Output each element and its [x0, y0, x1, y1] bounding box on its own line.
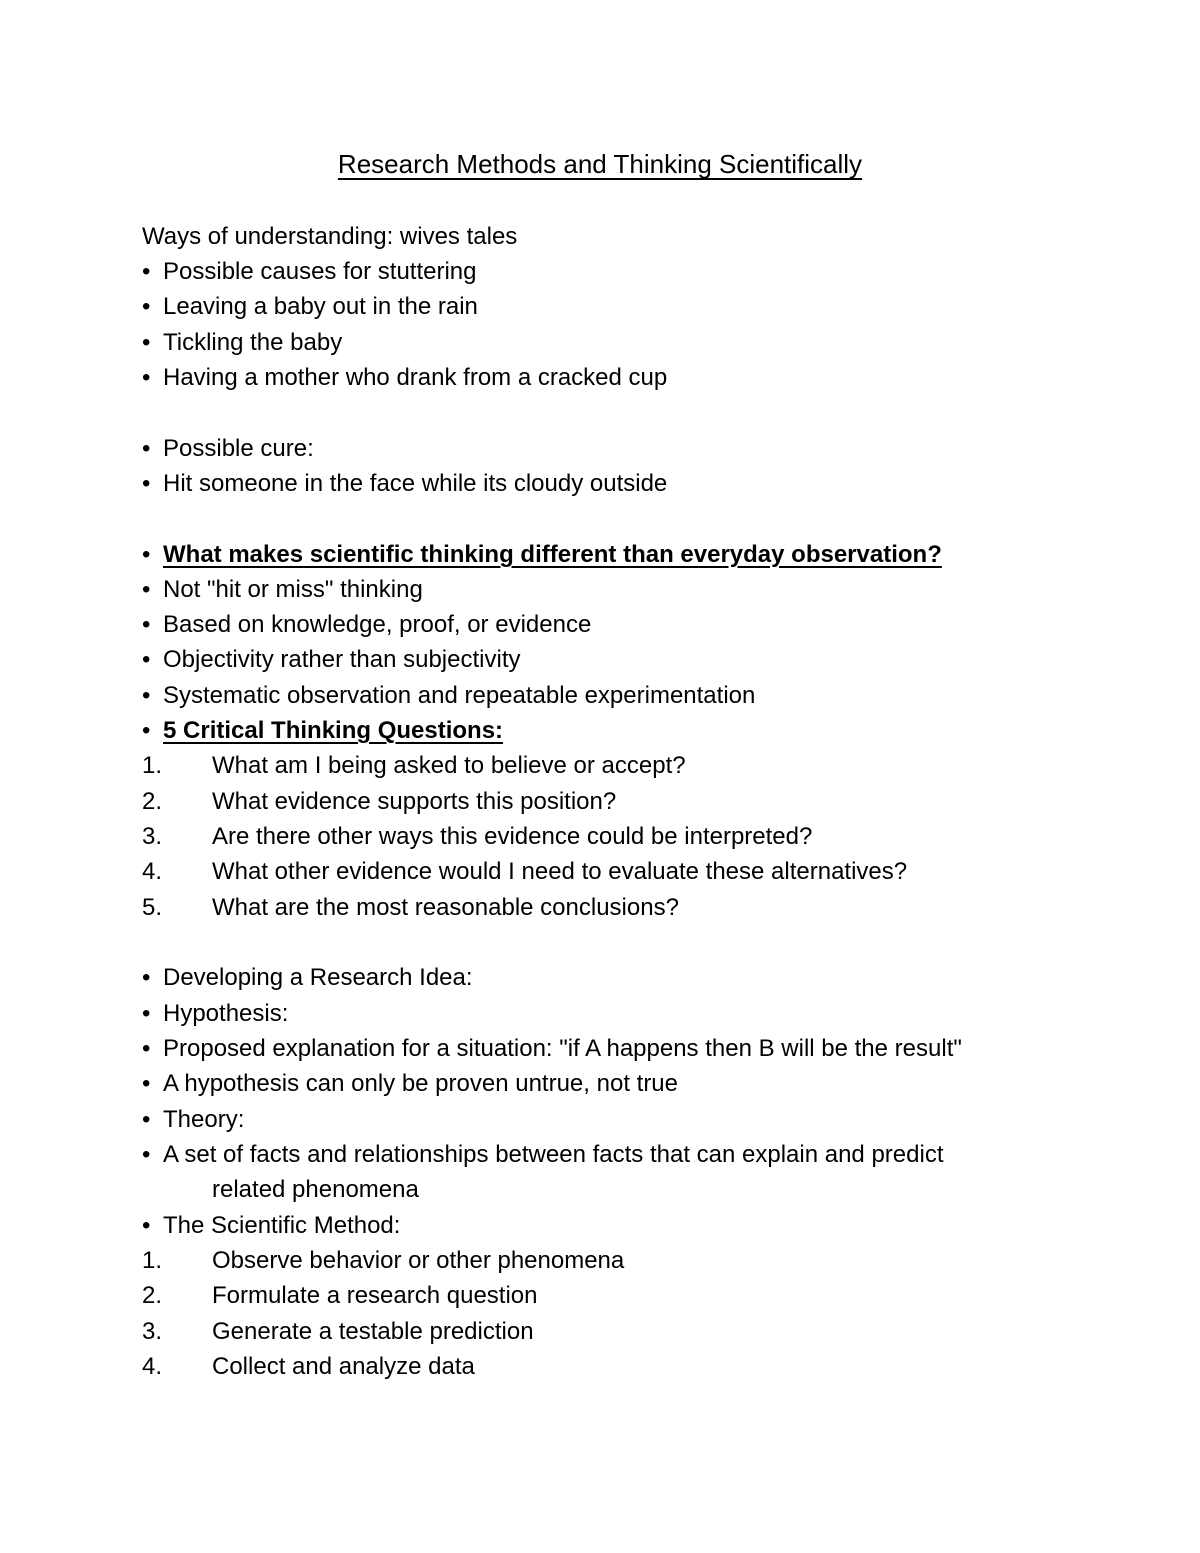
- bullet-icon: •: [142, 611, 151, 638]
- list-item: [142, 572, 423, 607]
- bullet-icon: •: [142, 717, 151, 744]
- line-text: A hypothesis can only be proven untrue, not true: [163, 1070, 679, 1097]
- line-text: Observe behavior or other phenomena: [212, 1247, 625, 1274]
- bullet-icon: •: [142, 1106, 151, 1133]
- line-text: Developing a Research Idea:: [163, 964, 473, 991]
- bullet-icon: •: [142, 329, 151, 356]
- bullet-icon: •: [142, 1035, 151, 1062]
- list-item: [142, 996, 288, 1031]
- list-item-heading: [142, 713, 503, 748]
- line-text: Based on knowledge, proof, or evidence: [163, 611, 592, 638]
- list-item: [142, 1066, 678, 1101]
- bullet-icon: •: [142, 646, 151, 673]
- list-item-continuation: [212, 1172, 419, 1207]
- bullet-icon: •: [142, 470, 151, 497]
- bullet-icon: •: [142, 258, 151, 285]
- list-item: [142, 431, 314, 466]
- numbered-item: [142, 748, 686, 783]
- bullet-icon: •: [142, 576, 151, 603]
- list-item: [142, 1137, 943, 1172]
- numbered-item: [142, 819, 812, 854]
- line-text: Objectivity rather than subjectivity: [163, 646, 521, 673]
- line-text: What are the most reasonable conclusions?: [212, 894, 679, 921]
- list-item: [142, 289, 478, 324]
- line-text: Tickling the baby: [163, 329, 343, 356]
- item-number: 1.: [142, 752, 163, 779]
- item-number: 4.: [142, 1353, 163, 1380]
- list-item: [142, 1102, 244, 1137]
- item-number: 2.: [142, 1282, 163, 1309]
- item-number: 1.: [142, 1247, 163, 1274]
- bullet-icon: •: [142, 1070, 151, 1097]
- line-text: Hypothesis:: [163, 1000, 289, 1027]
- line-text: Collect and analyze data: [212, 1353, 475, 1380]
- bullet-icon: •: [142, 293, 151, 320]
- numbered-item: [142, 1314, 534, 1349]
- numbered-item: [142, 854, 907, 889]
- item-number: 3.: [142, 1318, 163, 1345]
- line-text: Systematic observation and repeatable experimentation: [163, 682, 756, 709]
- list-item-heading: [142, 537, 942, 572]
- line-text: Are there other ways this evidence could be interpreted?: [212, 823, 813, 850]
- list-item: [142, 678, 755, 713]
- numbered-item: [142, 1243, 624, 1278]
- page-title: Research Methods and Thinking Scientifically: [337, 149, 863, 179]
- heading-text: What makes scientific thinking different than everyday observation?: [163, 541, 942, 568]
- line-text: Possible causes for stuttering: [163, 258, 477, 285]
- section-heading-ways: [142, 219, 517, 254]
- item-number: 4.: [142, 858, 163, 885]
- line-text: Theory:: [163, 1106, 245, 1133]
- list-item: [142, 360, 667, 395]
- line-text: Proposed explanation for a situation: "if A happens then B will be the result": [163, 1035, 962, 1062]
- bullet-icon: •: [142, 682, 151, 709]
- bullet-icon: •: [142, 435, 151, 462]
- item-number: 2.: [142, 788, 163, 815]
- line-text: Ways of understanding: wives tales: [142, 223, 518, 250]
- list-item: [142, 960, 473, 995]
- list-item: [142, 325, 342, 360]
- line-text: Having a mother who drank from a cracked cup: [163, 364, 668, 391]
- item-number: 3.: [142, 823, 163, 850]
- line-text: related phenomena: [212, 1176, 419, 1203]
- list-item: [142, 1031, 962, 1066]
- list-item: [142, 642, 520, 677]
- bullet-icon: •: [142, 364, 151, 391]
- line-text: Leaving a baby out in the rain: [163, 293, 478, 320]
- item-number: 5.: [142, 894, 163, 921]
- bullet-icon: •: [142, 1212, 151, 1239]
- numbered-item: [142, 1278, 538, 1313]
- line-text: Formulate a research question: [212, 1282, 538, 1309]
- line-text: What other evidence would I need to evaluate these alternatives?: [212, 858, 908, 885]
- heading-text: 5 Critical Thinking Questions:: [163, 717, 504, 744]
- bullet-icon: •: [142, 964, 151, 991]
- line-text: The Scientific Method:: [163, 1212, 401, 1239]
- line-text: What am I being asked to believe or accept?: [212, 752, 686, 779]
- line-text: Possible cure:: [163, 435, 314, 462]
- line-text: A set of facts and relationships between facts that can explain and predict: [163, 1141, 944, 1168]
- list-item: [142, 1208, 400, 1243]
- list-item: [142, 607, 591, 642]
- bullet-icon: •: [142, 1000, 151, 1027]
- numbered-item: [142, 890, 679, 925]
- line-text: Not "hit or miss" thinking: [163, 576, 423, 603]
- line-text: Hit someone in the face while its cloudy outside: [163, 470, 668, 497]
- numbered-item: [142, 1349, 475, 1384]
- bullet-icon: •: [142, 1141, 151, 1168]
- line-text: Generate a testable prediction: [212, 1318, 534, 1345]
- list-item: [142, 466, 667, 501]
- line-text: What evidence supports this position?: [212, 788, 617, 815]
- numbered-item: [142, 784, 616, 819]
- bullet-icon: •: [142, 541, 151, 568]
- list-item: [142, 254, 477, 289]
